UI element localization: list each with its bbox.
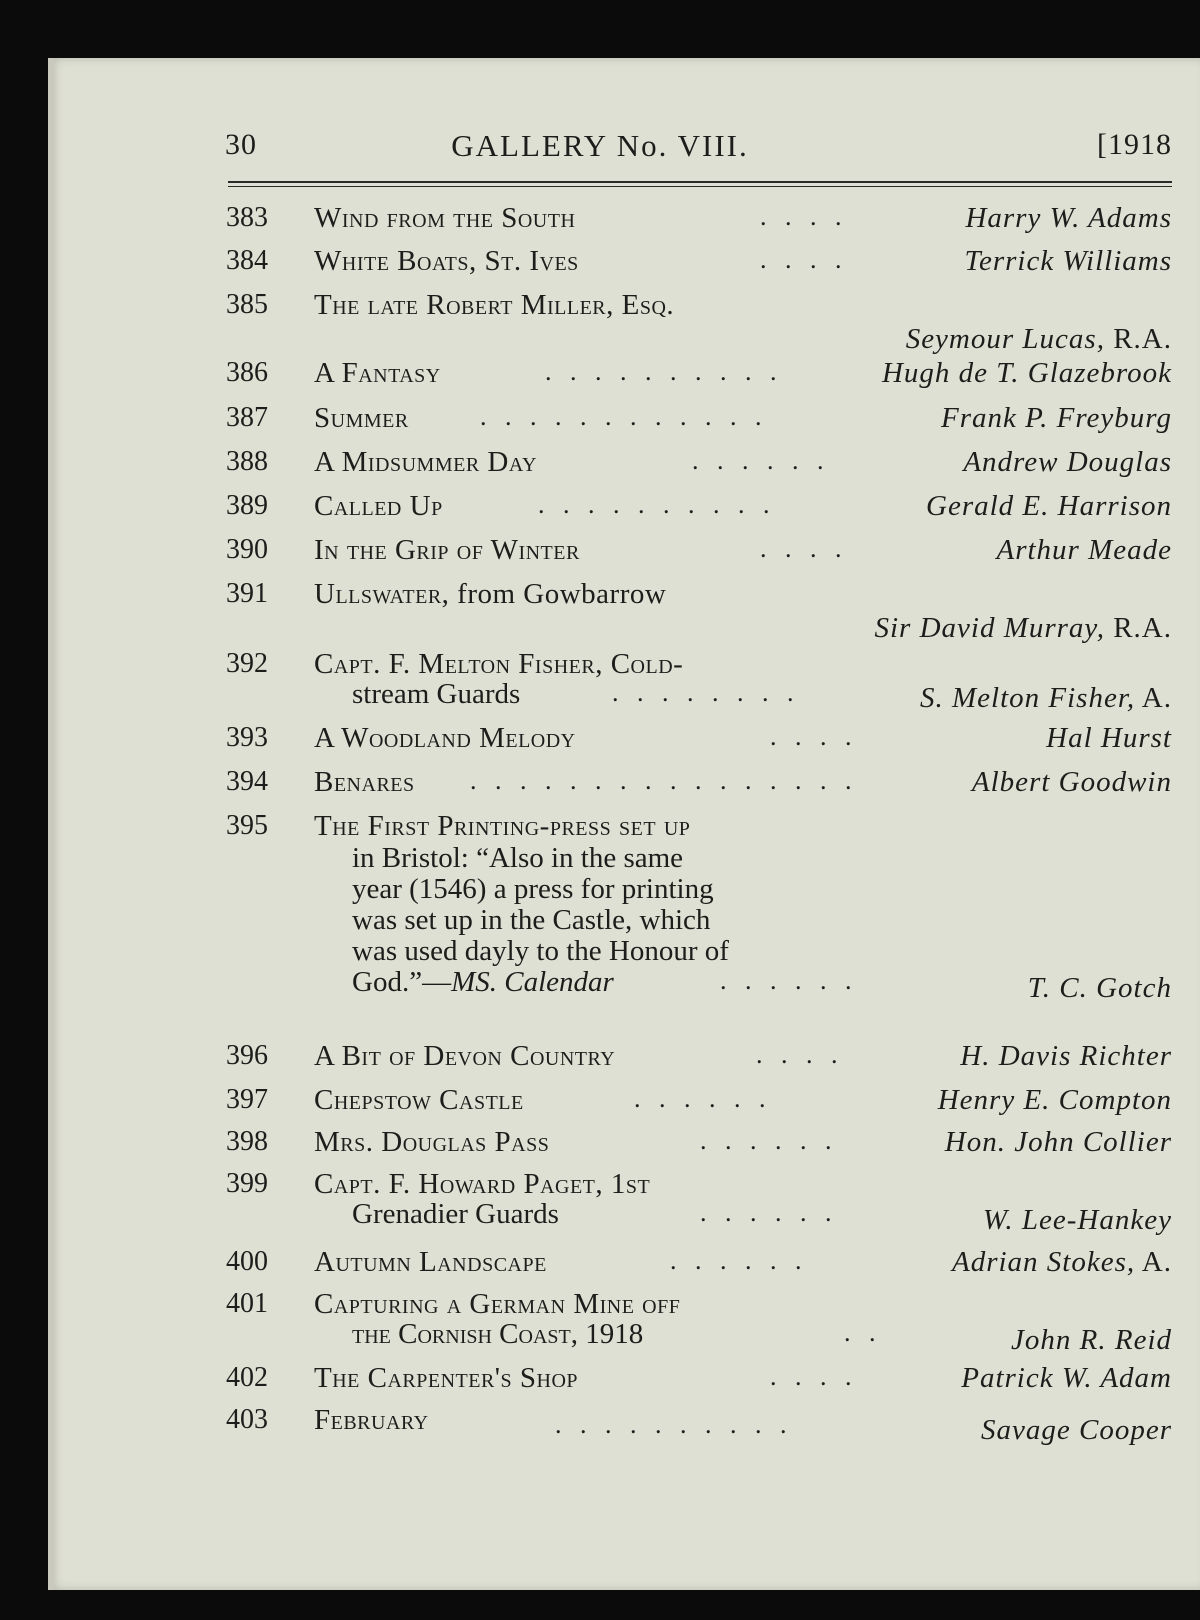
entry-title: Capturing a German Mine off: [314, 1288, 681, 1320]
entry-artist: Adrian Stokes, A.: [952, 1246, 1172, 1278]
entry-title: Ullswater, from Gowbarrow: [314, 578, 667, 610]
entry-artist: S. Melton Fisher, A.: [920, 682, 1172, 714]
leader-dots: . . . . . .: [720, 966, 858, 995]
leader-dots: . . . .: [760, 245, 848, 274]
entry-artist: Hugh de T. Glazebrook: [881, 357, 1172, 389]
entry-artist: Sir David Murray, R.A.: [874, 612, 1172, 644]
catalogue-entry: [0, 1084, 1200, 1124]
catalogue-entry: [0, 202, 1200, 242]
entry-number: 387: [226, 402, 268, 433]
entry-title: February: [314, 1404, 429, 1436]
entry-title-continued: stream Guards: [352, 678, 521, 710]
entry-artist: Hon. John Collier: [944, 1126, 1172, 1158]
catalogue-entry: [0, 1040, 1200, 1080]
entry-number: 384: [226, 245, 268, 276]
page-year: [1918: [1097, 128, 1172, 161]
entry-artist: Arthur Meade: [996, 534, 1172, 566]
entry-artist: Henry E. Compton: [937, 1084, 1172, 1116]
entry-number: 389: [226, 490, 268, 521]
entry-artist: Hal Hurst: [1046, 722, 1172, 754]
leader-dots: . . . . . .: [692, 446, 830, 475]
catalogue-entry: [0, 490, 1200, 530]
leader-dots: . . . .: [756, 1040, 844, 1069]
entry-number: 403: [226, 1404, 268, 1435]
entry-title: The First Printing-press set up: [314, 810, 691, 842]
entry-number: 392: [226, 648, 268, 679]
entry-number: 401: [226, 1288, 268, 1319]
entry-title: Autumn Landscape: [314, 1246, 547, 1278]
entry-title: A Midsummer Day: [314, 446, 537, 478]
entry-title: Capt. F. Howard Paget, 1st: [314, 1168, 651, 1200]
leader-dots: . . . .: [770, 1362, 858, 1391]
leader-dots: . . . . . . . . . . . . . . . .: [470, 766, 858, 795]
entry-number: 391: [226, 578, 268, 609]
entry-number: 388: [226, 446, 268, 477]
catalogue-entry: [0, 766, 1200, 806]
entry-artist: Terrick Williams: [964, 245, 1172, 277]
entry-number: 383: [226, 202, 268, 233]
leader-dots: . . . . . .: [700, 1198, 838, 1227]
entry-title: Chepstow Castle: [314, 1084, 524, 1116]
entry-title: Benares: [314, 766, 415, 798]
leader-dots: . . . . . .: [670, 1246, 808, 1275]
entry-artist: Patrick W. Adam: [961, 1362, 1172, 1394]
catalogue-entry: [0, 245, 1200, 285]
entry-number: 397: [226, 1084, 268, 1115]
entry-title: Called Up: [314, 490, 443, 522]
entry-title: In the Grip of Winter: [314, 534, 580, 566]
leader-dots: . . . . . . . .: [612, 678, 800, 707]
entry-artist: W. Lee-Hankey: [982, 1204, 1172, 1236]
header-rule-thin: [228, 186, 1172, 187]
entry-artist: Gerald E. Harrison: [926, 490, 1172, 522]
entry-number: 390: [226, 534, 268, 565]
entry-text-line: year (1546) a press for printing: [352, 873, 714, 905]
entry-title: Mrs. Douglas Pass: [314, 1126, 550, 1158]
entry-number: 396: [226, 1040, 268, 1071]
leader-dots: . . . .: [760, 534, 848, 563]
catalogue-entry: [0, 722, 1200, 762]
entry-artist: Andrew Douglas: [963, 446, 1172, 478]
entry-artist: T. C. Gotch: [1027, 972, 1172, 1004]
catalogue-entry: [0, 648, 1200, 728]
leader-dots: . . . .: [770, 722, 858, 751]
entry-text-line: was set up in the Castle, which: [352, 904, 711, 936]
leader-dots: . . . .: [760, 202, 848, 231]
entry-number: 400: [226, 1246, 268, 1277]
leader-dots: . . . . . . . . . .: [555, 1410, 793, 1439]
catalogue-entry: [0, 1288, 1200, 1368]
entry-title: A Woodland Melody: [314, 722, 576, 754]
entry-artist: H. Davis Richter: [960, 1040, 1172, 1072]
page-title: GALLERY No. VIII.: [451, 128, 749, 163]
leader-dots: . . . . . . . . . .: [545, 357, 783, 386]
entry-number: 393: [226, 722, 268, 753]
entry-number: 398: [226, 1126, 268, 1157]
catalogue-entry: [0, 1168, 1200, 1248]
catalogue-entry: [0, 534, 1200, 574]
entry-number: 385: [226, 289, 268, 320]
entry-artist: Frank P. Freyburg: [941, 402, 1172, 434]
entry-artist: Harry W. Adams: [965, 202, 1172, 234]
entry-number: 402: [226, 1362, 268, 1393]
entry-number: 395: [226, 810, 268, 841]
entry-text-line: God.”—MS. Calendar: [352, 966, 614, 998]
leader-dots: . . . . . .: [700, 1126, 838, 1155]
leader-dots: . . . . . . . . . . . .: [480, 402, 768, 431]
leader-dots: . .: [844, 1318, 882, 1347]
header-rule: [228, 181, 1172, 183]
entry-title: Capt. F. Melton Fisher, Cold-: [314, 648, 684, 680]
entry-number: 394: [226, 766, 268, 797]
entry-title: Summer: [314, 402, 409, 434]
entry-title: A Fantasy: [314, 357, 441, 389]
entry-artist: Savage Cooper: [981, 1414, 1172, 1446]
entry-text-line: was used dayly to the Honour of: [352, 935, 729, 967]
leader-dots: . . . . . .: [634, 1084, 772, 1113]
catalogue-entry: [0, 810, 1200, 1030]
entry-title: The Carpenter's Shop: [314, 1362, 579, 1394]
page-number: 30: [225, 128, 257, 161]
catalogue-entry: [0, 357, 1200, 397]
entry-number: 386: [226, 357, 268, 388]
entry-artist: Seymour Lucas, R.A.: [905, 323, 1172, 355]
catalogue-entry: [0, 1246, 1200, 1286]
entry-title: White Boats, St. Ives: [314, 245, 579, 277]
entry-artist: John R. Reid: [1011, 1324, 1172, 1356]
entry-text-line: in Bristol: “Also in the same: [352, 842, 684, 874]
catalogue-entry: [0, 1404, 1200, 1444]
leader-dots: . . . . . . . . . .: [538, 490, 776, 519]
entry-title: Wind from the South: [314, 202, 576, 234]
entry-title: A Bit of Devon Country: [314, 1040, 616, 1072]
entry-title-continued: Grenadier Guards: [352, 1198, 559, 1230]
catalogue-entry: [0, 402, 1200, 442]
catalogue-entry: [0, 446, 1200, 486]
entry-title-continued: the Cornish Coast, 1918: [352, 1318, 644, 1350]
entry-title: The late Robert Miller, Esq.: [314, 289, 675, 321]
catalogue-entry: [0, 578, 1200, 658]
entry-artist: Albert Goodwin: [971, 766, 1172, 798]
catalogue-entry: [0, 1126, 1200, 1166]
catalogue-entry: [0, 1362, 1200, 1402]
entry-number: 399: [226, 1168, 268, 1199]
